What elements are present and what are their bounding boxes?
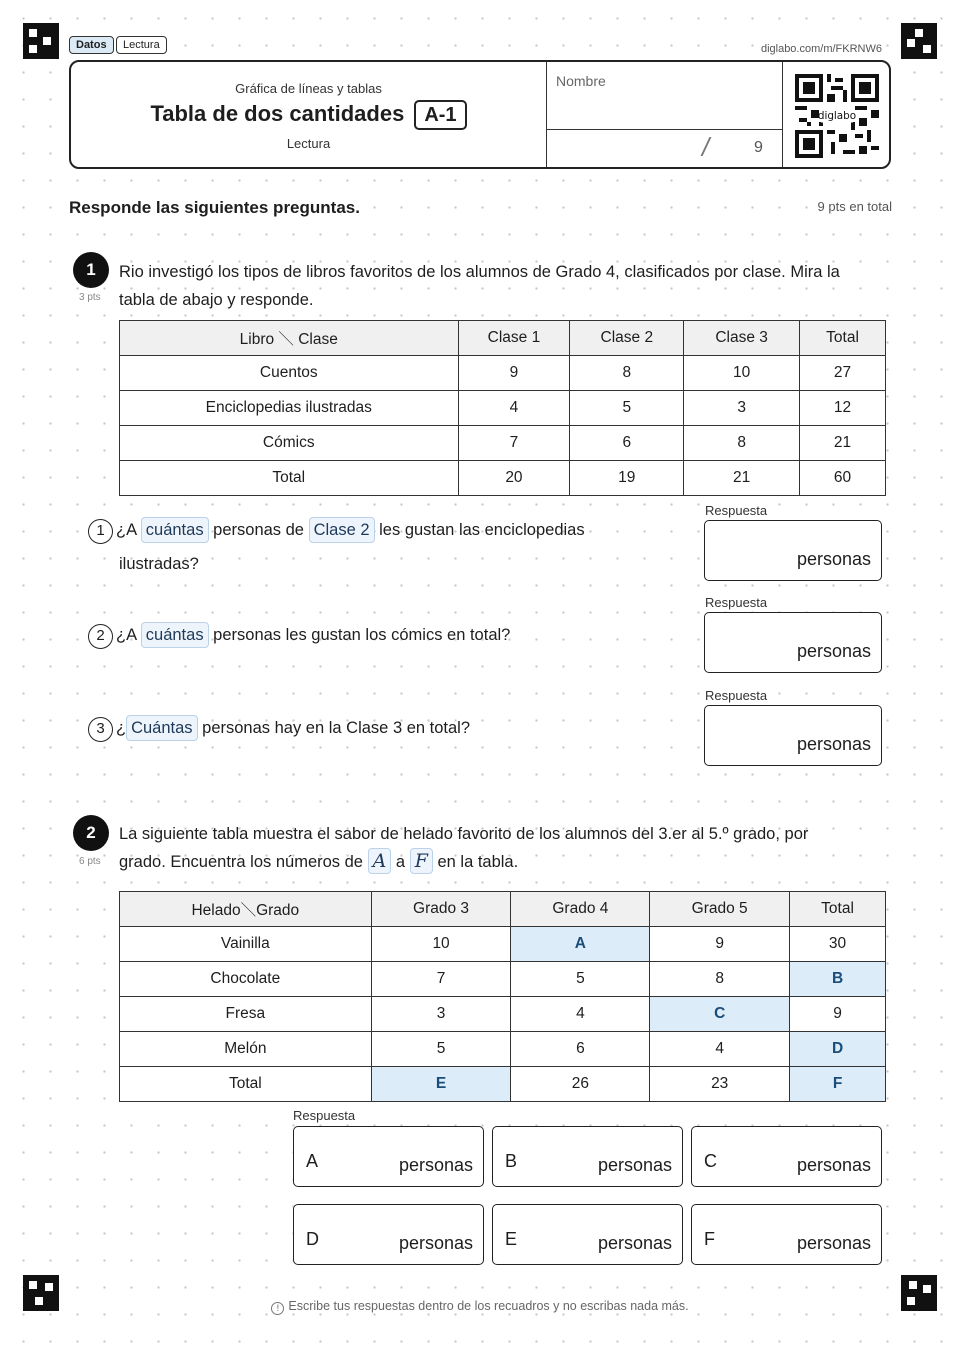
variable-a: A xyxy=(368,848,392,874)
name-field[interactable] xyxy=(546,62,782,130)
subquestion-text: ¿A xyxy=(116,626,137,644)
table-row xyxy=(120,927,886,962)
score-slash: / xyxy=(702,132,710,162)
question-2-text-part: en la tabla. xyxy=(437,853,519,871)
table-cell: 8 xyxy=(650,962,790,997)
highlight-word: Cuántas xyxy=(126,715,197,741)
table-cell: Total xyxy=(120,461,459,496)
table-header: Clase 3 xyxy=(684,321,800,356)
blank-cell-d: D xyxy=(790,1032,886,1067)
answer-box-1-3[interactable] xyxy=(704,705,882,766)
footer-note xyxy=(0,1299,960,1315)
table-cell: 3 xyxy=(371,997,511,1032)
question-1-text xyxy=(119,258,899,314)
table-header: Libro ＼ Clase xyxy=(120,321,459,356)
table-header: Clase 2 xyxy=(570,321,684,356)
worksheet-code: A-1 xyxy=(414,100,466,130)
table-cell: 10 xyxy=(684,356,800,391)
answer-unit: personas xyxy=(597,1233,672,1253)
qr-code-icon xyxy=(795,74,879,158)
answer-label: Respuesta xyxy=(705,688,768,703)
table-cell: 60 xyxy=(800,461,886,496)
blank-cell-c: C xyxy=(650,997,790,1032)
question-2-points: 6 pts xyxy=(79,856,101,867)
question-1-number: 1 xyxy=(73,252,109,288)
blank-cell-f: F xyxy=(790,1067,886,1102)
table-cell: Cómics xyxy=(120,426,459,461)
highlight-word: Clase 2 xyxy=(309,517,375,543)
subquestion-3-number: 3 xyxy=(88,717,113,742)
table-cell: 21 xyxy=(684,461,800,496)
highlight-word: cuántas xyxy=(141,517,209,543)
table-cell: Total xyxy=(120,1067,372,1102)
table-row xyxy=(120,391,886,426)
answer-unit: personas xyxy=(796,641,871,661)
question-2-line1: La siguiente tabla muestra el sabor de helado favorito de los alumnos del 3.er al 5.º grado, por xyxy=(119,825,809,843)
name-label: Nombre xyxy=(556,73,606,89)
table-cell: 12 xyxy=(800,391,886,426)
table-header: Clase 1 xyxy=(458,321,570,356)
table-cell: Cuentos xyxy=(120,356,459,391)
footer-wrap xyxy=(267,1299,692,1313)
question-1-line2: tabla de abajo y responde. xyxy=(119,291,314,309)
footer-text: Escribe tus respuestas dentro de los recuadros y no escribas nada más. xyxy=(288,1299,689,1313)
books-table xyxy=(119,320,886,496)
table-header: Total xyxy=(790,892,886,927)
answer-box-e[interactable] xyxy=(492,1204,683,1265)
table-cell: 10 xyxy=(371,927,511,962)
question-2-text xyxy=(119,820,899,876)
table-cell: 7 xyxy=(458,426,570,461)
title-text: Tabla de dos cantidades xyxy=(150,101,405,126)
answer-unit: personas xyxy=(597,1155,672,1175)
answer-box-d[interactable] xyxy=(293,1204,484,1265)
question-2-text-part: grado. Encuentra los números de xyxy=(119,853,363,871)
table-cell: 5 xyxy=(371,1032,511,1067)
table-cell: 6 xyxy=(511,1032,650,1067)
subquestion-1 xyxy=(88,513,678,581)
worksheet-subtitle: Gráfica de líneas y tablas xyxy=(235,81,382,96)
question-2-number: 2 xyxy=(73,815,109,851)
answer-letter: B xyxy=(505,1151,518,1171)
subquestion-1-number: 1 xyxy=(88,519,113,544)
table-cell: 7 xyxy=(371,962,511,997)
blank-cell-e: E xyxy=(371,1067,511,1102)
table-cell: 5 xyxy=(511,962,650,997)
question-1-line1: Rio investigó los tipos de libros favoritos de los alumnos de Grado 4, clasificados por clase. Mira la xyxy=(119,263,840,281)
subquestion-text: ¿A xyxy=(116,521,137,539)
worksheet-header xyxy=(69,60,891,169)
answer-letter: C xyxy=(704,1151,717,1171)
qr-code-area xyxy=(782,62,889,167)
blank-cell-b: B xyxy=(790,962,886,997)
table-cell: 26 xyxy=(511,1067,650,1102)
subquestion-2-number: 2 xyxy=(88,624,113,649)
table-row xyxy=(120,426,886,461)
table-header: Grado 3 xyxy=(371,892,511,927)
subquestion-3 xyxy=(88,711,678,745)
tag-lectura: Lectura xyxy=(116,36,167,54)
table-row xyxy=(120,997,886,1032)
info-icon: ! xyxy=(271,1302,284,1315)
answer-unit: personas xyxy=(796,549,871,569)
table-cell: 21 xyxy=(800,426,886,461)
corner-marker-top-right xyxy=(901,23,937,59)
subquestion-text: les gustan las enciclopedias xyxy=(379,521,585,539)
instructions: Responde las siguientes preguntas. xyxy=(69,198,364,218)
answer-unit: personas xyxy=(398,1155,473,1175)
table-cell: 4 xyxy=(511,997,650,1032)
table-cell: 8 xyxy=(570,356,684,391)
subquestion-2 xyxy=(88,618,678,652)
table-header-row xyxy=(120,321,886,356)
table-cell: 9 xyxy=(790,997,886,1032)
table-header: Helado＼Grado xyxy=(120,892,372,927)
blank-cell-a: A xyxy=(511,927,650,962)
answer-unit: personas xyxy=(796,1233,871,1253)
worksheet-title xyxy=(71,100,546,130)
table-header-row xyxy=(120,892,886,927)
answer-letter: F xyxy=(704,1229,715,1249)
table-cell: 8 xyxy=(684,426,800,461)
table-cell: 9 xyxy=(650,927,790,962)
answer-label: Respuesta xyxy=(705,503,768,518)
ice-cream-table xyxy=(119,891,886,1102)
answer-box-f[interactable] xyxy=(691,1204,882,1265)
table-cell: 30 xyxy=(790,927,886,962)
subquestion-1-line1 xyxy=(88,513,678,547)
table-row xyxy=(120,356,886,391)
answer-box-a[interactable] xyxy=(293,1126,484,1187)
table-cell: 23 xyxy=(650,1067,790,1102)
subquestion-1-line2: ilustradas? xyxy=(119,555,199,573)
table-cell: 27 xyxy=(800,356,886,391)
score-field[interactable] xyxy=(546,130,782,167)
table-header: Grado 4 xyxy=(511,892,650,927)
answer-box-1-2[interactable] xyxy=(704,612,882,673)
table-row xyxy=(120,1067,886,1102)
subquestion-text: personas hay en la Clase 3 en total? xyxy=(202,719,470,737)
answer-box-1-1[interactable] xyxy=(704,520,882,581)
table-cell: 19 xyxy=(570,461,684,496)
highlight-word: cuántas xyxy=(141,622,209,648)
answer-unit: personas xyxy=(796,734,871,754)
question-1-points: 3 pts xyxy=(79,292,101,303)
answer-unit: personas xyxy=(398,1233,473,1253)
answer-label: Respuesta xyxy=(705,595,768,610)
answer-label: Respuesta xyxy=(293,1108,356,1123)
answer-letter: A xyxy=(306,1151,319,1171)
table-row xyxy=(120,461,886,496)
score-max: 9 xyxy=(754,139,763,156)
table-header: Grado 5 xyxy=(650,892,790,927)
table-cell: 4 xyxy=(458,391,570,426)
table-header: Total xyxy=(800,321,886,356)
subquestion-text: personas les gustan los cómics en total? xyxy=(213,626,511,644)
table-cell: 4 xyxy=(650,1032,790,1067)
subquestion-text: personas de xyxy=(213,521,304,539)
question-2-text-part: a xyxy=(395,853,406,871)
answer-letter: E xyxy=(505,1229,518,1249)
tag-datos: Datos xyxy=(69,36,114,54)
table-cell: Vainilla xyxy=(120,927,372,962)
table-cell: 9 xyxy=(458,356,570,391)
subquestion-text: ¿ xyxy=(116,719,127,737)
table-cell: 3 xyxy=(684,391,800,426)
table-cell: 5 xyxy=(570,391,684,426)
qr-label: diglabo xyxy=(817,110,857,123)
worksheet-mode: Lectura xyxy=(286,136,331,151)
page-url: diglabo.com/m/FKRNW6 xyxy=(760,43,882,55)
total-points: 9 pts en total xyxy=(817,199,892,214)
answer-unit: personas xyxy=(796,1155,871,1175)
table-cell: 20 xyxy=(458,461,570,496)
table-cell: Melón xyxy=(120,1032,372,1067)
answer-box-b[interactable] xyxy=(492,1126,683,1187)
corner-marker-top-left xyxy=(23,23,59,59)
answer-box-c[interactable] xyxy=(691,1126,882,1187)
variable-f: F xyxy=(410,848,433,874)
table-cell: Enciclopedias ilustradas xyxy=(120,391,459,426)
question-2-line2 xyxy=(119,848,899,876)
title-area xyxy=(71,62,546,167)
table-cell: Chocolate xyxy=(120,962,372,997)
answer-letter: D xyxy=(306,1229,319,1249)
table-row xyxy=(120,1032,886,1067)
table-cell: 6 xyxy=(570,426,684,461)
table-row xyxy=(120,962,886,997)
table-cell: Fresa xyxy=(120,997,372,1032)
